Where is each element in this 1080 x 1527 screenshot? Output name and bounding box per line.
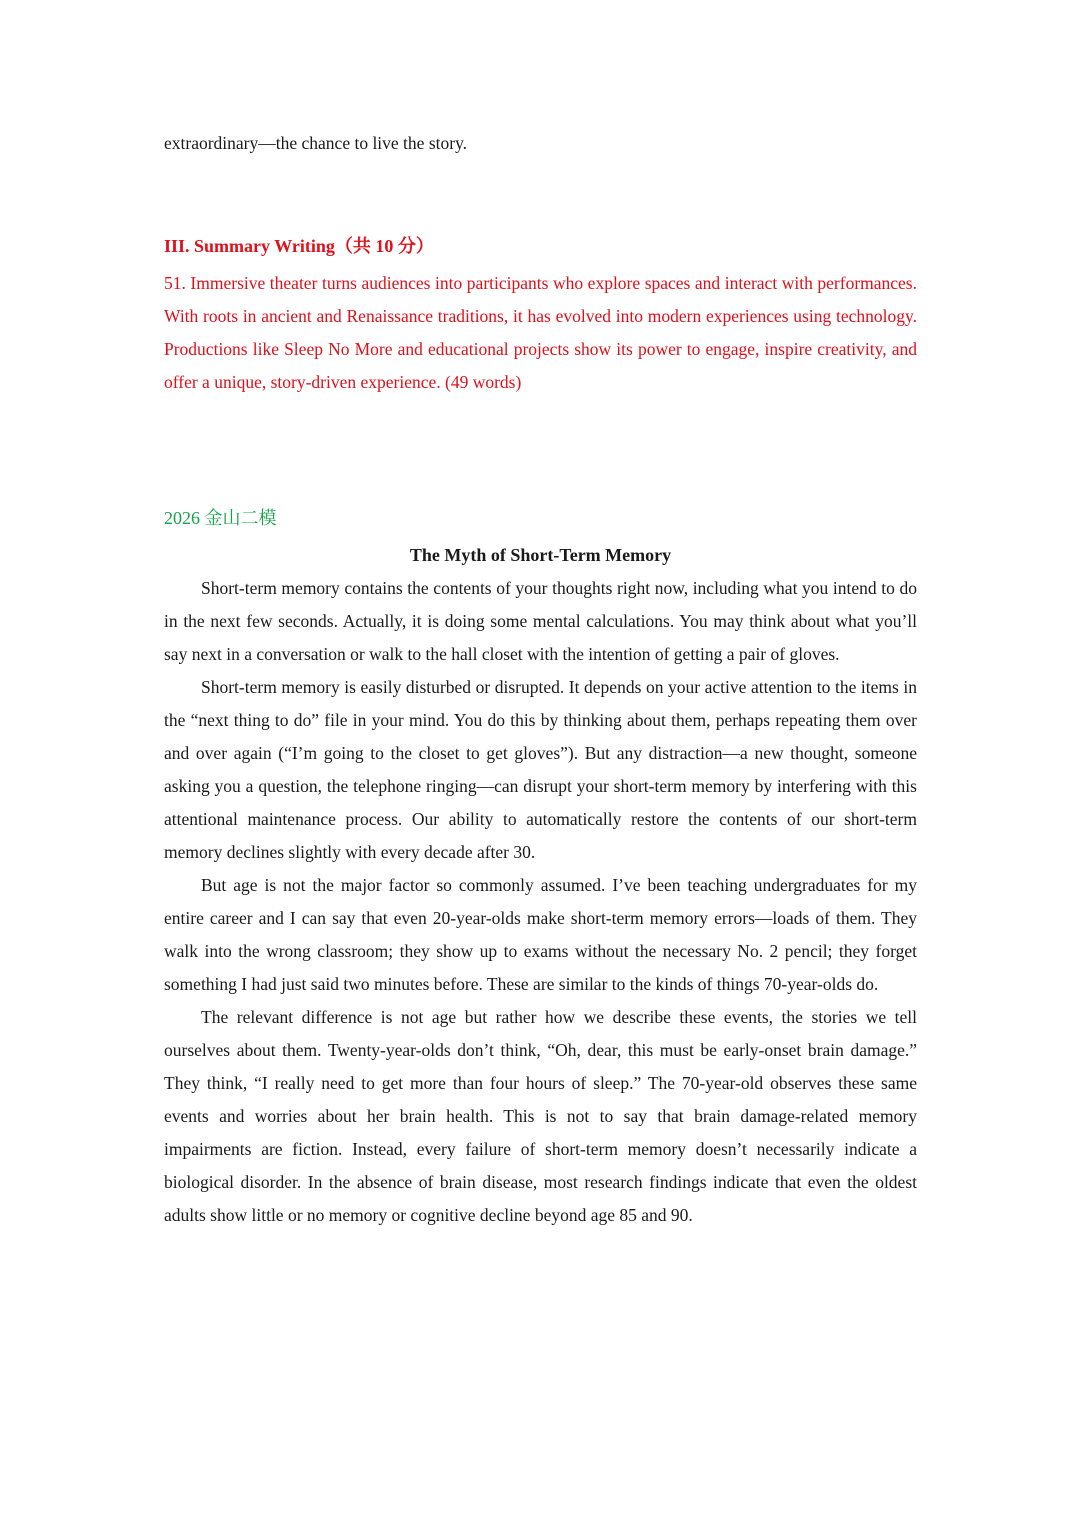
previous-passage-continuation: extraordinary—the chance to live the story. [164,133,468,153]
article-paragraph: Short-term memory contains the contents of your thoughts right now, including what you intend to do in the next few seconds. Actually, it is doing some mental calculations. You may think about what you’ll say next in a conversation or walk to the hall closet with the intention of getting a pair of gloves. [164,578,917,664]
article-title: The Myth of Short-Term Memory [409,545,672,565]
article-paragraph: But age is not the major factor so commonly assumed. I’ve been teaching undergraduates for my entire career and I can say that even 20-year-olds make short-term memory errors—loads of them. They walk into the wrong classroom; they show up to exams without the necessary No. 2 pencil; they forget something I had just said two minutes before. These are similar to the kinds of things 70-year-olds do. [164,875,917,994]
article-paragraph: The relevant difference is not age but rather how we describe these events, the stories we tell ourselves about them. Twenty-year-olds don’t think, “Oh, dear, this must be early-onset brain damage.” They think, “I really need to get more than four hours of sleep.” The 70-year-old observes these same events and worries about her brain health. This is not to say that brain damage-related memory impairments are fiction. Instead, every failure of short-term memory doesn’t necessarily indicate a biological disorder. In the absence of brain disease, most research findings indicate that even the oldest adults show little or no memory or cognitive decline beyond age 85 and 90. [164,1007,917,1225]
exam-source-label: 2026 金山二模 [164,508,277,528]
article-body [164,572,917,1232]
summary-answer-text: 51. Immersive theater turns audiences into participants who explore spaces and interact with performances. With roots in ancient and Renaissance traditions, it has evolved into modern experiences using technology. Productions like Sleep No More and educational projects show its power to engage, inspire creativity, and offer a unique, story-driven experience. (49 words) [164,273,917,392]
article-paragraph: Short-term memory is easily disturbed or disrupted. It depends on your active attention to the items in the “next thing to do” file in your mind. You do this by thinking about them, perhaps repeating them over and over again (“I’m going to the closet to get gloves”). But any distraction—a new thought, someone asking you a question, the telephone ringing—can disrupt your short-term memory by interfering with this attentional maintenance process. Our ability to automatically restore the contents of our short-term memory declines slightly with every decade after 30. [164,677,917,862]
summary-writing-heading: III. Summary Writing（共 10 分） [164,236,434,256]
